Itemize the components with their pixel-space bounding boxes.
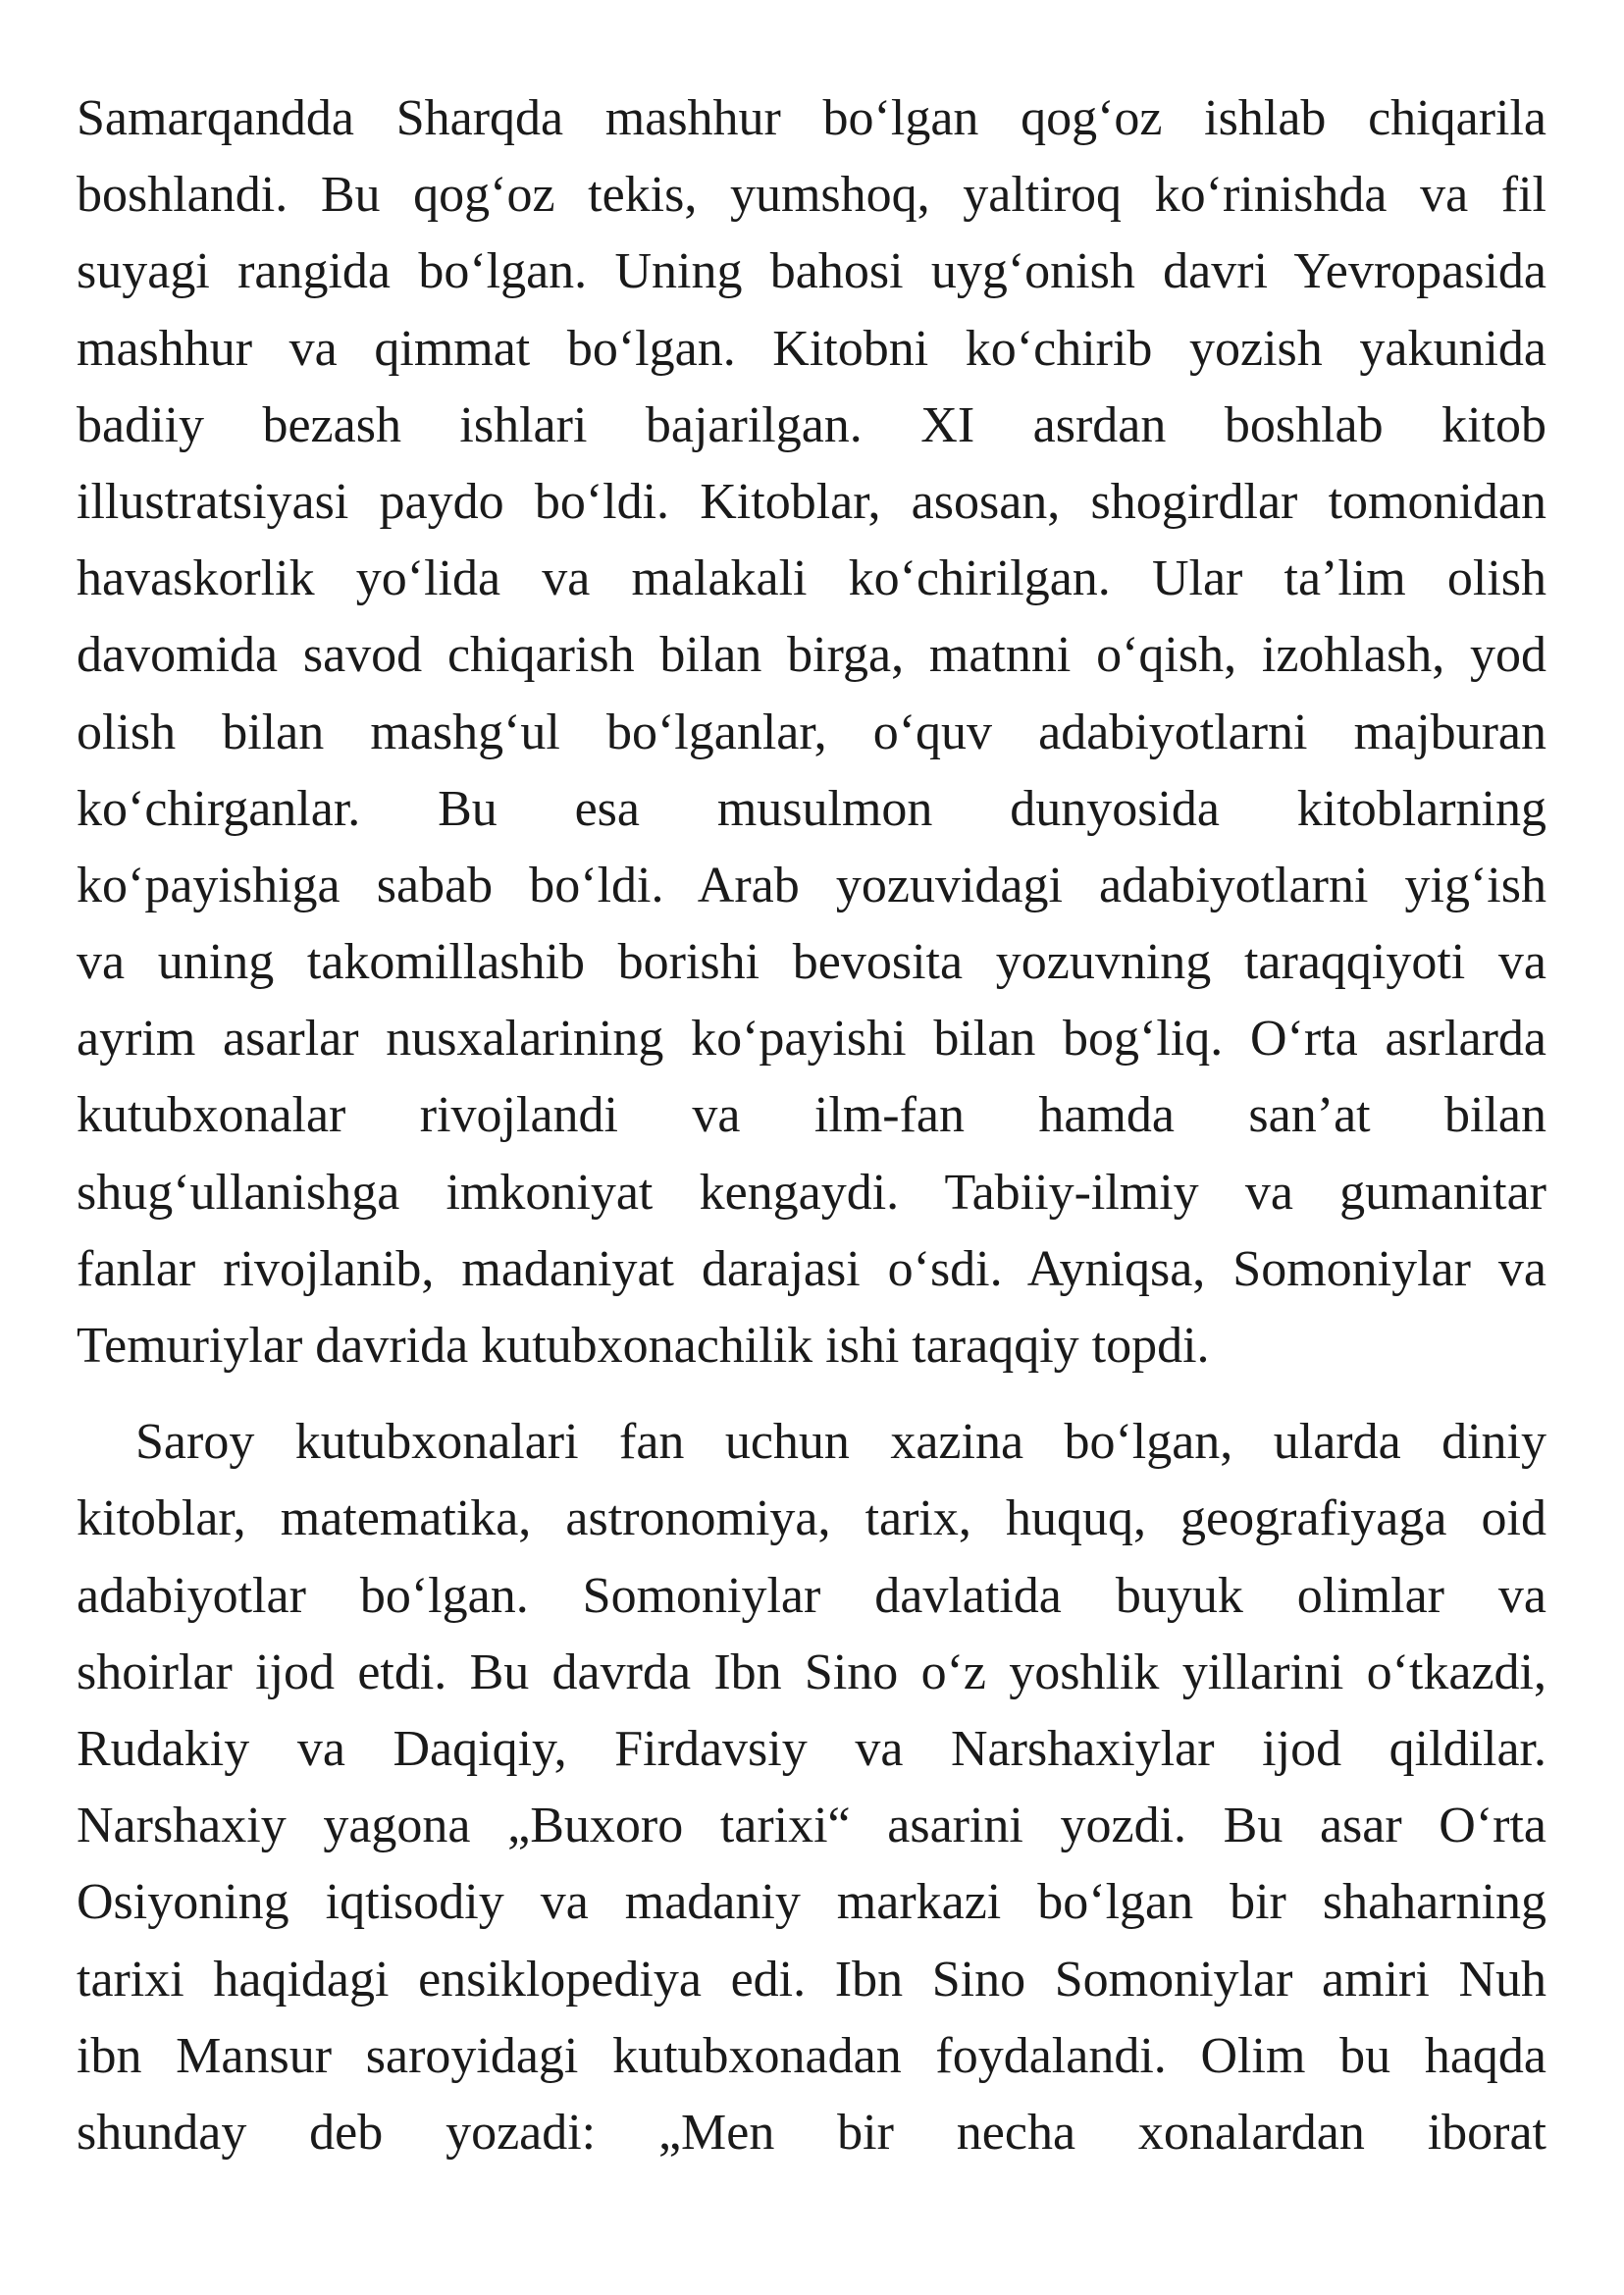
text-line: suyagi rangida bo‘lgan. Uning bahosi uyg‘onish davri Yevropasida <box>77 243 1546 300</box>
text-line: ayrim asarlar nusxalarining ko‘payishi bilan bog‘liq. O‘rta asrlarda <box>77 1011 1546 1068</box>
text-line: shoirlar ijod etdi. Bu davrda Ibn Sino o‘z yoshlik yillarini o‘tkazdi, <box>77 1643 1546 1700</box>
text-line: havaskorlik yo‘lida va malakali ko‘chirilgan. Ular ta’lim olish <box>77 550 1546 607</box>
text-line: Osiyoning iqtisodiy va madaniy markazi bo‘lgan bir shaharning <box>77 1874 1546 1931</box>
text-line: kitoblar, matematika, astronomiya, tarix, huquq, geografiyaga oid <box>77 1490 1546 1547</box>
document-page <box>77 80 1546 2171</box>
text-line: Rudakiy va Daqiqiy, Firdavsiy va Narshaxiylar ijod qildilar. <box>77 1720 1546 1777</box>
text-line: adabiyotlar bo‘lgan. Somoniylar davlatida buyuk olimlar va <box>77 1567 1546 1624</box>
text-line: tarixi haqidagi ensiklopediya edi. Ibn Sino Somoniylar amiri Nuh <box>77 1951 1546 2008</box>
text-line: Temuriylar davrida kutubxonachilik ishi taraqqiy topdi. <box>77 1318 1210 1374</box>
text-line: Samarqandda Sharqda mashhur bo‘lgan qog‘oz ishlab chiqarila <box>77 90 1546 146</box>
text-line: shunday deb yozadi: „Men bir necha xonalardan iborat <box>77 2104 1546 2161</box>
text-line: shug‘ullanishga imkoniyat kengaydi. Tabiiy-ilmiy va gumanitar <box>77 1164 1546 1221</box>
paragraph-1 <box>77 80 1546 1384</box>
text-line: Saroy kutubxonalari fan uchun xazina bo‘lgan, ularda diniy <box>135 1414 1546 1471</box>
text-line: davomida savod chiqarish bilan birga, matnni o‘qish, izohlash, yod <box>77 627 1546 684</box>
text-line: ibn Mansur saroyidagi kutubxonadan foydalandi. Olim bu haqda <box>77 2027 1546 2084</box>
text-line: Narshaxiy yagona „Buxoro tarixi“ asarini yozdi. Bu asar O‘rta <box>77 1798 1546 1854</box>
text-line: boshlandi. Bu qog‘oz tekis, yumshoq, yaltiroq ko‘rinishda va fil <box>77 167 1546 224</box>
text-line: va uning takomillashib borishi bevosita yozuvning taraqqiyoti va <box>77 934 1546 991</box>
text-line: fanlar rivojlanib, madaniyat darajasi o‘sdi. Ayniqsa, Somoniylar va <box>77 1240 1546 1297</box>
text-line: olish bilan mashg‘ul bo‘lganlar, o‘quv adabiyotlarni majburan <box>77 704 1546 760</box>
paragraph-2 <box>77 1404 1546 2171</box>
text-line: illustratsiyasi paydo bo‘ldi. Kitoblar, asosan, shogirdlar tomonidan <box>77 473 1546 530</box>
text-line: ko‘chirganlar. Bu esa musulmon dunyosida kitoblarning <box>77 780 1546 837</box>
text-line: badiiy bezash ishlari bajarilgan. XI asrdan boshlab kitob <box>77 396 1546 453</box>
paragraph-gap <box>77 1384 1546 1404</box>
text-line: kutubxonalar rivojlandi va ilm-fan hamda san’at bilan <box>77 1087 1546 1144</box>
text-line: ko‘payishiga sabab bo‘ldi. Arab yozuvidagi adabiyotlarni yig‘ish <box>77 857 1546 913</box>
text-line: mashhur va qimmat bo‘lgan. Kitobni ko‘chirib yozish yakunida <box>77 320 1546 377</box>
